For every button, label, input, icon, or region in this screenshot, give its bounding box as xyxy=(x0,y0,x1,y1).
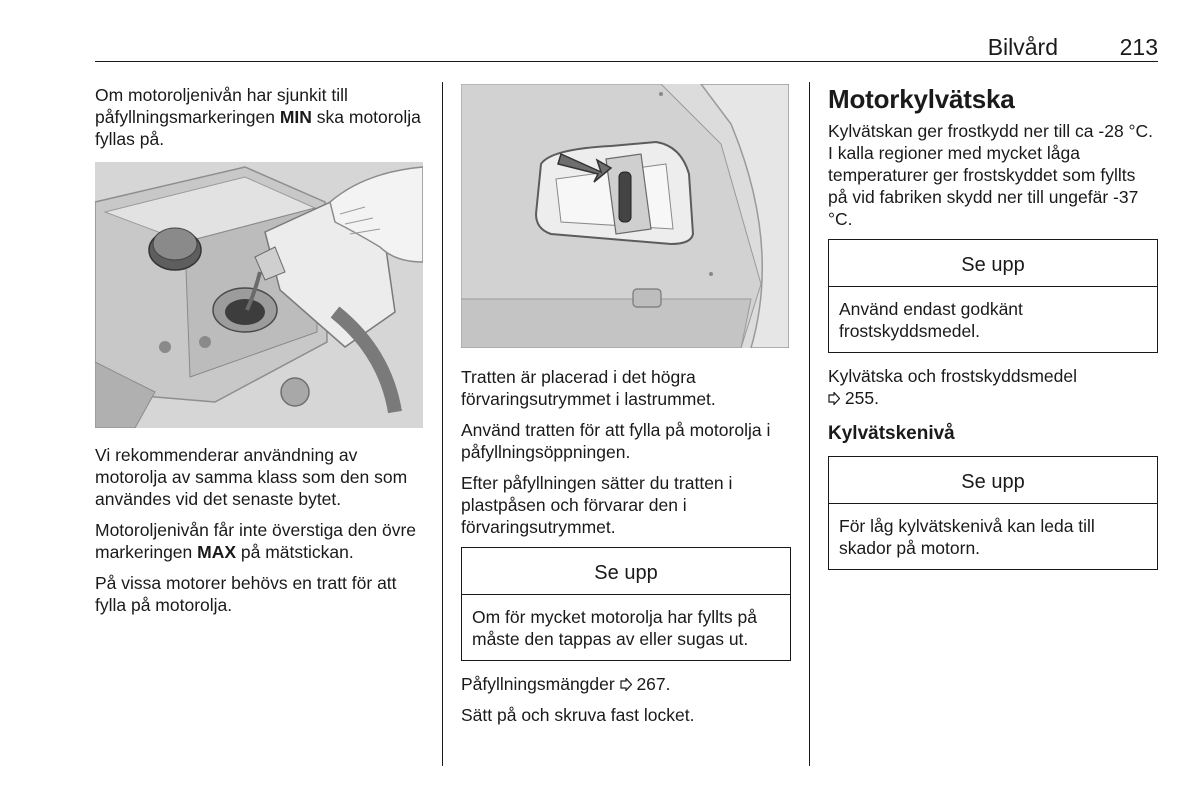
funnel-location-paragraph: Tratten är placerad i det högra förvaringsutrymmet i lastrummet. xyxy=(461,367,716,409)
caution-body: Om för mycket motorolja har fyllts på måste den tappas av eller sugas ut. xyxy=(472,607,757,649)
max-paragraph: Motoroljenivån får inte överstiga den övre markeringen MAX på mätstickan. xyxy=(95,520,417,562)
coolant-reference: Kylvätska och frostskyddsmedel 255. xyxy=(828,366,1077,408)
arrow-reference-icon xyxy=(828,387,840,409)
column-divider xyxy=(809,82,810,766)
use-funnel-paragraph: Använd tratten för att fylla på motorolja i påfyllningsöppningen. xyxy=(461,420,771,462)
after-fill-paragraph: Efter påfyllningen sätter du tratten i plastpåsen och förvarar den i förvaringsutrymmet. xyxy=(461,473,733,537)
caution-heading: Se upp xyxy=(829,457,1157,504)
close-cap-paragraph: Sätt på och skruva fast locket. xyxy=(461,705,695,725)
section-title: Bilvård xyxy=(987,34,1058,60)
column-left xyxy=(95,84,430,625)
recommend-paragraph: Vi rekommenderar användning av motorolja av samma klass som den som användes vid det senaste bytet. xyxy=(95,445,408,509)
caution-box xyxy=(461,547,791,661)
funnel-needed-paragraph: På vissa motorer behövs en tratt för att fylla på motorolja. xyxy=(95,573,397,615)
page-number: 213 xyxy=(1119,34,1158,60)
column-divider xyxy=(442,82,443,766)
caution-body: Använd endast godkänt frostskyddsmedel. xyxy=(839,299,1023,341)
capacities-page-link[interactable]: 267. xyxy=(636,674,671,694)
coolant-heading: Motorkylvätska xyxy=(828,84,1015,114)
funnel-storage-compartment-illustration xyxy=(461,84,789,348)
arrow-reference-icon xyxy=(620,673,632,695)
min-marker-label: MIN xyxy=(279,107,312,127)
intro-paragraph: Om motoroljenivån har sjunkit till påfyllningsmarkeringen MIN ska motorolja fyllas på. xyxy=(95,85,421,149)
caution-box xyxy=(828,456,1158,570)
caution-heading: Se upp xyxy=(829,240,1157,287)
coolant-level-subheading: Kylvätskenivå xyxy=(828,423,955,444)
engine-oil-figure-svg xyxy=(95,162,423,428)
storage-figure-svg xyxy=(461,84,789,348)
capacities-reference: Påfyllningsmängder 267. xyxy=(461,674,671,694)
caution-heading: Se upp xyxy=(462,548,790,595)
column-middle xyxy=(461,84,791,735)
coolant-intro-paragraph: Kylvätskan ger frostkydd ner till ca -28 °C. I kalla regioner med mycket låga temperaturer ger frostskyddet som fyllts på vid fabriken skydd ner till ungefär -37 °C. xyxy=(828,121,1154,229)
coolant-page-link[interactable]: 255. xyxy=(844,388,879,408)
max-marker-label: MAX xyxy=(197,542,237,562)
caution-body: För låg kylvätskenivå kan leda till skador på motorn. xyxy=(839,516,1095,558)
caution-box xyxy=(828,239,1158,353)
header-rule xyxy=(95,61,1158,62)
column-right xyxy=(828,84,1158,582)
page-header xyxy=(95,30,1158,62)
engine-oil-filling-illustration xyxy=(95,162,423,428)
